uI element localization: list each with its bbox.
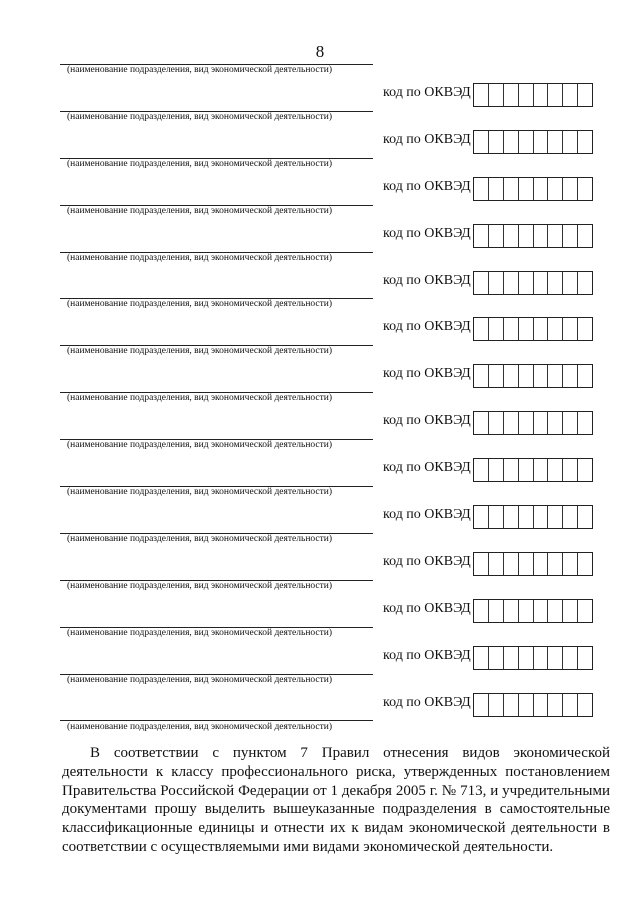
- okved-code-digit-box[interactable]: [533, 694, 548, 716]
- okved-code-digit-box[interactable]: [488, 272, 503, 294]
- subdivision-name-caption: (наименование подразделения, вид экономической деятельности): [67, 674, 333, 685]
- subdivision-row: [0, 627, 640, 674]
- subdivision-row: [0, 205, 640, 252]
- subdivision-name-caption: (наименование подразделения, вид экономической деятельности): [67, 440, 333, 451]
- okved-code-field[interactable]: [473, 458, 593, 482]
- okved-code-digit-box[interactable]: [562, 225, 577, 247]
- okved-code-digit-box[interactable]: [488, 365, 503, 387]
- okved-code-digit-box[interactable]: [518, 600, 533, 622]
- okved-code-digit-box[interactable]: [518, 365, 533, 387]
- okved-code-digit-box[interactable]: [503, 225, 518, 247]
- okved-code-digit-box[interactable]: [474, 318, 488, 340]
- subdivision-name-caption: (наименование подразделения, вид экономической деятельности): [67, 580, 333, 591]
- okved-code-digit-box[interactable]: [533, 459, 548, 481]
- okved-code-digit-box[interactable]: [577, 647, 592, 669]
- okved-code-label: код по ОКВЭД: [383, 694, 471, 710]
- okved-code-digit-box[interactable]: [547, 225, 562, 247]
- okved-code-digit-box[interactable]: [518, 553, 533, 575]
- okved-code-digit-box[interactable]: [562, 553, 577, 575]
- subdivision-row: [0, 158, 640, 205]
- okved-code-label: код по ОКВЭД: [383, 225, 471, 241]
- okved-code-digit-box[interactable]: [577, 178, 592, 200]
- okved-code-field[interactable]: [473, 177, 593, 201]
- subdivision-list: [0, 64, 640, 720]
- okved-code-digit-box[interactable]: [547, 600, 562, 622]
- okved-code-label: код по ОКВЭД: [383, 319, 471, 335]
- subdivision-name-caption: (наименование подразделения, вид экономической деятельности): [67, 252, 333, 263]
- okved-code-digit-box[interactable]: [547, 412, 562, 434]
- okved-code-digit-box[interactable]: [533, 131, 548, 153]
- okved-code-digit-box[interactable]: [518, 178, 533, 200]
- okved-code-field[interactable]: [473, 505, 593, 529]
- okved-code-label: код по ОКВЭД: [383, 131, 471, 147]
- okved-code-digit-box[interactable]: [577, 318, 592, 340]
- subdivision-name-caption: (наименование подразделения, вид экономической деятельности): [67, 111, 333, 122]
- subdivision-row: [0, 298, 640, 345]
- okved-code-field[interactable]: [473, 130, 593, 154]
- okved-code-digit-box[interactable]: [577, 84, 592, 106]
- okved-code-digit-box[interactable]: [474, 459, 488, 481]
- okved-code-digit-box[interactable]: [474, 365, 488, 387]
- okved-code-digit-box[interactable]: [474, 131, 488, 153]
- okved-code-digit-box[interactable]: [474, 84, 488, 106]
- okved-code-digit-box[interactable]: [562, 506, 577, 528]
- subdivision-row: [0, 252, 640, 299]
- okved-code-digit-box[interactable]: [562, 365, 577, 387]
- okved-code-digit-box[interactable]: [518, 647, 533, 669]
- okved-code-digit-box[interactable]: [518, 506, 533, 528]
- okved-code-digit-box[interactable]: [533, 506, 548, 528]
- okved-code-digit-box[interactable]: [533, 412, 548, 434]
- okved-code-digit-box[interactable]: [488, 84, 503, 106]
- okved-code-digit-box[interactable]: [547, 178, 562, 200]
- okved-code-digit-box[interactable]: [488, 553, 503, 575]
- okved-code-digit-box[interactable]: [547, 459, 562, 481]
- okved-code-digit-box[interactable]: [533, 365, 548, 387]
- subdivision-name-caption: (наименование подразделения, вид экономической деятельности): [67, 627, 333, 638]
- okved-code-label: код по ОКВЭД: [383, 178, 471, 194]
- okved-code-digit-box[interactable]: [488, 178, 503, 200]
- okved-code-digit-box[interactable]: [547, 694, 562, 716]
- okved-code-digit-box[interactable]: [518, 225, 533, 247]
- okved-code-field[interactable]: [473, 83, 593, 107]
- okved-code-digit-box[interactable]: [562, 84, 577, 106]
- okved-code-digit-box[interactable]: [533, 178, 548, 200]
- okved-code-digit-box[interactable]: [518, 459, 533, 481]
- okved-code-digit-box[interactable]: [547, 506, 562, 528]
- okved-code-digit-box[interactable]: [474, 412, 488, 434]
- okved-code-digit-box[interactable]: [488, 318, 503, 340]
- subdivision-name-line: [60, 720, 373, 721]
- page-number: 8: [315, 42, 325, 61]
- okved-code-digit-box[interactable]: [562, 647, 577, 669]
- okved-code-digit-box[interactable]: [577, 553, 592, 575]
- subdivision-name-caption: (наименование подразделения, вид экономической деятельности): [67, 722, 333, 732]
- subdivision-row: [0, 580, 640, 627]
- okved-code-digit-box[interactable]: [577, 131, 592, 153]
- subdivision-name-caption: (наименование подразделения, вид экономической деятельности): [67, 393, 333, 404]
- okved-code-field[interactable]: [473, 271, 593, 295]
- okved-code-digit-box[interactable]: [533, 272, 548, 294]
- okved-code-digit-box[interactable]: [488, 225, 503, 247]
- okved-code-field[interactable]: [473, 599, 593, 623]
- subdivision-row: [0, 64, 640, 111]
- okved-code-field[interactable]: [473, 364, 593, 388]
- subdivision-name-caption: (наименование подразделения, вид экономической деятельности): [67, 299, 333, 310]
- okved-code-digit-box[interactable]: [503, 178, 518, 200]
- subdivision-row: [0, 439, 640, 486]
- okved-code-digit-box[interactable]: [577, 694, 592, 716]
- okved-code-digit-box[interactable]: [503, 553, 518, 575]
- okved-code-label: код по ОКВЭД: [383, 460, 471, 476]
- okved-code-digit-box[interactable]: [547, 84, 562, 106]
- okved-code-digit-box[interactable]: [533, 84, 548, 106]
- request-paragraph: В соответствии с пунктом 7 Правил отнесения видов экономической деятельности к классу профессионального риска, утвержденных постановлением Правительства Российской Федерации от 1 декабря 2005 г. № 713, и учредительными документами прошу выделить вышеуказанные подразделения в самостоятельные классификационные единицы и отнести их к видам экономической деятельности в соответствии с осуществляемыми ими видами экономической деятельности.: [62, 745, 610, 855]
- okved-code-digit-box[interactable]: [488, 412, 503, 434]
- okved-code-field[interactable]: [473, 552, 593, 576]
- okved-code-digit-box[interactable]: [577, 506, 592, 528]
- okved-code-digit-box[interactable]: [562, 694, 577, 716]
- okved-code-digit-box[interactable]: [474, 272, 488, 294]
- okved-code-digit-box[interactable]: [562, 131, 577, 153]
- okved-code-label: код по ОКВЭД: [383, 647, 471, 663]
- okved-code-digit-box[interactable]: [474, 694, 488, 716]
- okved-code-digit-box[interactable]: [562, 459, 577, 481]
- subdivision-row: [0, 486, 640, 533]
- okved-code-label: код по ОКВЭД: [383, 507, 471, 523]
- okved-code-digit-box[interactable]: [577, 365, 592, 387]
- okved-code-label: код по ОКВЭД: [383, 600, 471, 616]
- subdivision-name-caption: (наименование подразделения, вид экономической деятельности): [67, 487, 333, 498]
- okved-code-digit-box[interactable]: [503, 647, 518, 669]
- okved-code-digit-box[interactable]: [562, 600, 577, 622]
- subdivision-row: [0, 111, 640, 158]
- okved-code-digit-box[interactable]: [547, 272, 562, 294]
- subdivision-name-caption: (наименование подразделения, вид экономической деятельности): [67, 346, 333, 357]
- okved-code-field[interactable]: [473, 646, 593, 670]
- okved-code-digit-box[interactable]: [503, 84, 518, 106]
- subdivision-row: [0, 392, 640, 439]
- subdivision-row: [0, 533, 640, 580]
- okved-code-digit-box[interactable]: [518, 694, 533, 716]
- subdivision-name-caption: (наименование подразделения, вид экономической деятельности): [67, 205, 333, 216]
- okved-code-digit-box[interactable]: [577, 600, 592, 622]
- okved-code-digit-box[interactable]: [488, 506, 503, 528]
- okved-code-digit-box[interactable]: [488, 459, 503, 481]
- okved-code-digit-box[interactable]: [533, 553, 548, 575]
- okved-code-digit-box[interactable]: [503, 131, 518, 153]
- okved-code-digit-box[interactable]: [503, 412, 518, 434]
- okved-code-digit-box[interactable]: [474, 225, 488, 247]
- okved-code-digit-box[interactable]: [503, 318, 518, 340]
- okved-code-label: код по ОКВЭД: [383, 553, 471, 569]
- okved-code-digit-box[interactable]: [533, 600, 548, 622]
- okved-code-digit-box[interactable]: [503, 600, 518, 622]
- okved-code-digit-box[interactable]: [488, 131, 503, 153]
- okved-code-field[interactable]: [473, 224, 593, 248]
- okved-code-digit-box[interactable]: [577, 412, 592, 434]
- subdivision-row: [0, 674, 640, 721]
- okved-code-digit-box[interactable]: [474, 647, 488, 669]
- okved-code-digit-box[interactable]: [518, 131, 533, 153]
- okved-code-digit-box[interactable]: [488, 600, 503, 622]
- okved-code-digit-box[interactable]: [562, 178, 577, 200]
- okved-code-digit-box[interactable]: [547, 553, 562, 575]
- okved-code-digit-box[interactable]: [518, 84, 533, 106]
- okved-code-digit-box[interactable]: [547, 365, 562, 387]
- okved-code-digit-box[interactable]: [474, 553, 488, 575]
- okved-code-label: код по ОКВЭД: [383, 272, 471, 288]
- okved-code-digit-box[interactable]: [547, 131, 562, 153]
- okved-code-field[interactable]: [473, 411, 593, 435]
- okved-code-digit-box[interactable]: [577, 272, 592, 294]
- okved-code-digit-box[interactable]: [533, 225, 548, 247]
- okved-code-digit-box[interactable]: [503, 506, 518, 528]
- okved-code-digit-box[interactable]: [488, 647, 503, 669]
- subdivision-row: [0, 345, 640, 392]
- okved-code-digit-box[interactable]: [547, 318, 562, 340]
- okved-code-digit-box[interactable]: [577, 459, 592, 481]
- okved-code-field[interactable]: [473, 693, 593, 717]
- okved-code-digit-box[interactable]: [503, 694, 518, 716]
- okved-code-label: код по ОКВЭД: [383, 85, 471, 100]
- subdivision-name-caption: (наименование подразделения, вид экономической деятельности): [67, 158, 333, 169]
- okved-code-digit-box[interactable]: [547, 647, 562, 669]
- okved-code-digit-box[interactable]: [562, 318, 577, 340]
- okved-code-digit-box[interactable]: [518, 272, 533, 294]
- okved-code-digit-box[interactable]: [474, 600, 488, 622]
- okved-code-digit-box[interactable]: [533, 647, 548, 669]
- okved-code-field[interactable]: [473, 317, 593, 341]
- okved-code-digit-box[interactable]: [562, 412, 577, 434]
- okved-code-digit-box[interactable]: [488, 694, 503, 716]
- okved-code-label: код по ОКВЭД: [383, 413, 471, 429]
- okved-code-digit-box[interactable]: [474, 178, 488, 200]
- okved-code-label: код по ОКВЭД: [383, 366, 471, 382]
- subdivision-name-caption: (наименование подразделения, вид экономической деятельности): [67, 65, 333, 75]
- okved-code-digit-box[interactable]: [503, 272, 518, 294]
- okved-code-digit-box[interactable]: [533, 318, 548, 340]
- okved-code-digit-box[interactable]: [577, 225, 592, 247]
- okved-code-digit-box[interactable]: [518, 412, 533, 434]
- okved-code-digit-box[interactable]: [503, 365, 518, 387]
- okved-code-digit-box[interactable]: [474, 506, 488, 528]
- okved-code-digit-box[interactable]: [562, 272, 577, 294]
- subdivision-name-caption: (наименование подразделения, вид экономической деятельности): [67, 533, 333, 544]
- okved-code-digit-box[interactable]: [518, 318, 533, 340]
- okved-code-digit-box[interactable]: [503, 459, 518, 481]
